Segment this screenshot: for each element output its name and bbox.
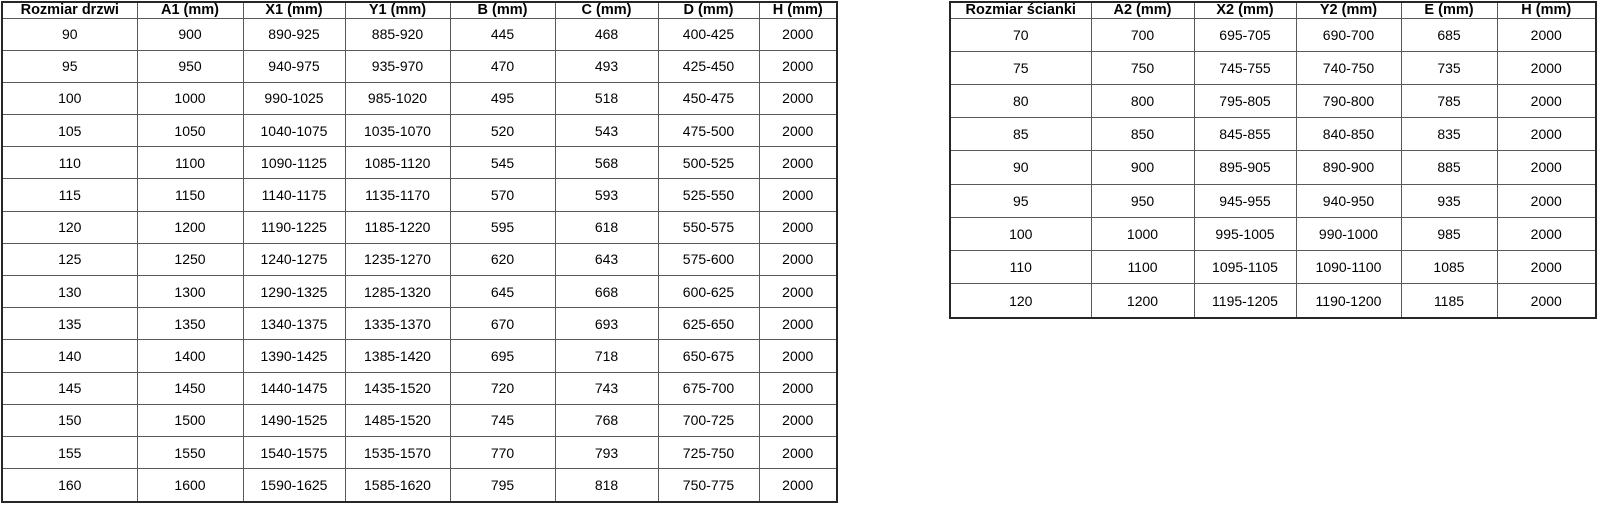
table-cell: 140 (2, 340, 137, 372)
table-cell: 1150 (137, 179, 243, 211)
wall-size-table (949, 1, 1597, 319)
table-cell: 750 (1091, 51, 1194, 84)
table-cell: 95 (950, 184, 1091, 217)
table-row (2, 82, 837, 114)
table-row (950, 18, 1596, 51)
table-cell: 155 (2, 436, 137, 468)
door-size-table (1, 1, 838, 503)
table-cell: 500-525 (658, 147, 759, 179)
table-cell: 2000 (759, 372, 837, 404)
table-cell: 518 (555, 82, 658, 114)
table-cell: 1090-1100 (1296, 250, 1401, 283)
table-cell: 995-1005 (1194, 217, 1296, 250)
table-cell: 145 (2, 372, 137, 404)
table-cell: 120 (2, 211, 137, 243)
table-cell: 695 (450, 340, 555, 372)
table-cell: 130 (2, 276, 137, 308)
table-cell: 693 (555, 308, 658, 340)
column-header: B (mm) (450, 2, 555, 18)
table-cell: 675-700 (658, 372, 759, 404)
table-cell: 1095-1105 (1194, 250, 1296, 283)
table-cell: 770 (450, 436, 555, 468)
table-cell: 1100 (137, 147, 243, 179)
table-cell: 1440-1475 (243, 372, 345, 404)
table-cell: 495 (450, 82, 555, 114)
table-cell: 1435-1520 (345, 372, 450, 404)
table-cell: 1300 (137, 276, 243, 308)
table-cell: 493 (555, 50, 658, 82)
table-cell: 468 (555, 18, 658, 50)
table-cell: 1100 (1091, 250, 1194, 283)
table-cell: 2000 (759, 308, 837, 340)
table-cell: 990-1025 (243, 82, 345, 114)
table-cell: 1335-1370 (345, 308, 450, 340)
table-cell: 1285-1320 (345, 276, 450, 308)
table-cell: 450-475 (658, 82, 759, 114)
table-cell: 840-850 (1296, 118, 1401, 151)
table-cell: 668 (555, 276, 658, 308)
column-header: Rozmiar ścianki (950, 2, 1091, 18)
table-row (2, 469, 837, 502)
table-cell: 740-750 (1296, 51, 1401, 84)
table-cell: 475-500 (658, 115, 759, 147)
table-cell: 935-970 (345, 50, 450, 82)
column-header: A1 (mm) (137, 2, 243, 18)
table-cell: 1240-1275 (243, 243, 345, 275)
table-cell: 2000 (759, 243, 837, 275)
table-cell: 690-700 (1296, 18, 1401, 51)
table-cell: 1540-1575 (243, 436, 345, 468)
table-cell: 795-805 (1194, 84, 1296, 117)
table-cell: 2000 (759, 179, 837, 211)
table-cell: 1600 (137, 469, 243, 502)
table-cell: 570 (450, 179, 555, 211)
table-cell: 768 (555, 404, 658, 436)
table-cell: 900 (1091, 151, 1194, 184)
table-row (2, 308, 837, 340)
column-header: Rozmiar drzwi (2, 2, 137, 18)
table-cell: 135 (2, 308, 137, 340)
table-row (950, 184, 1596, 217)
table-row (2, 340, 837, 372)
table-cell: 695-705 (1194, 18, 1296, 51)
table-row (950, 151, 1596, 184)
header-row (2, 2, 837, 18)
table-cell: 2000 (759, 436, 837, 468)
table-cell: 890-925 (243, 18, 345, 50)
table-cell: 595 (450, 211, 555, 243)
table-cell: 950 (137, 50, 243, 82)
table-cell: 835 (1401, 118, 1497, 151)
table-cell: 105 (2, 115, 137, 147)
table-cell: 725-750 (658, 436, 759, 468)
table-cell: 2000 (759, 18, 837, 50)
table-cell: 120 (950, 284, 1091, 318)
table-cell: 985-1020 (345, 82, 450, 114)
table-cell: 1350 (137, 308, 243, 340)
table-row (2, 243, 837, 275)
table-cell: 425-450 (658, 50, 759, 82)
table-cell: 885-920 (345, 18, 450, 50)
table-row (2, 372, 837, 404)
table-row (2, 115, 837, 147)
table-cell: 990-1000 (1296, 217, 1401, 250)
column-header: D (mm) (658, 2, 759, 18)
table-cell: 2000 (1497, 118, 1596, 151)
table-cell: 700 (1091, 18, 1194, 51)
table-cell: 2000 (1497, 51, 1596, 84)
column-header: C (mm) (555, 2, 658, 18)
table-cell: 90 (950, 151, 1091, 184)
table-cell: 2000 (1497, 18, 1596, 51)
table-cell: 1090-1125 (243, 147, 345, 179)
table-cell: 1050 (137, 115, 243, 147)
table-cell: 2000 (759, 276, 837, 308)
table-cell: 750-775 (658, 469, 759, 502)
table-cell: 2000 (1497, 184, 1596, 217)
table-cell: 1590-1625 (243, 469, 345, 502)
table-cell: 795 (450, 469, 555, 502)
table-row (2, 147, 837, 179)
table-cell: 1290-1325 (243, 276, 345, 308)
table-cell: 720 (450, 372, 555, 404)
table-cell: 1185-1220 (345, 211, 450, 243)
table-cell: 1450 (137, 372, 243, 404)
table-cell: 1135-1170 (345, 179, 450, 211)
table-cell: 643 (555, 243, 658, 275)
table-cell: 543 (555, 115, 658, 147)
column-header: Y2 (mm) (1296, 2, 1401, 18)
table-cell: 785 (1401, 84, 1497, 117)
table-cell: 85 (950, 118, 1091, 151)
table-cell: 110 (950, 250, 1091, 283)
table-cell: 1235-1270 (345, 243, 450, 275)
table-cell: 2000 (1497, 217, 1596, 250)
table-cell: 160 (2, 469, 137, 502)
table-cell: 650-675 (658, 340, 759, 372)
table-cell: 950 (1091, 184, 1194, 217)
column-header: Y1 (mm) (345, 2, 450, 18)
table-cell: 1000 (1091, 217, 1194, 250)
column-header: H (mm) (1497, 2, 1596, 18)
table-cell: 1040-1075 (243, 115, 345, 147)
table-cell: 1550 (137, 436, 243, 468)
table-cell: 1250 (137, 243, 243, 275)
table-cell: 1185 (1401, 284, 1497, 318)
table-row (2, 211, 837, 243)
table-cell: 1000 (137, 82, 243, 114)
column-header: A2 (mm) (1091, 2, 1194, 18)
table-cell: 2000 (759, 50, 837, 82)
table-cell: 80 (950, 84, 1091, 117)
table-cell: 670 (450, 308, 555, 340)
table-cell: 818 (555, 469, 658, 502)
table-cell: 110 (2, 147, 137, 179)
table-cell: 1085 (1401, 250, 1497, 283)
table-cell: 2000 (759, 469, 837, 502)
table-cell: 745-755 (1194, 51, 1296, 84)
column-header: X1 (mm) (243, 2, 345, 18)
table-cell: 718 (555, 340, 658, 372)
table-cell: 1400 (137, 340, 243, 372)
table-row (950, 284, 1596, 318)
table-cell: 1200 (137, 211, 243, 243)
table-cell: 845-855 (1194, 118, 1296, 151)
table-cell: 100 (2, 82, 137, 114)
table-cell: 525-550 (658, 179, 759, 211)
table-cell: 745 (450, 404, 555, 436)
column-header: X2 (mm) (1194, 2, 1296, 18)
table-row (2, 179, 837, 211)
table-cell: 1500 (137, 404, 243, 436)
table-cell: 1035-1070 (345, 115, 450, 147)
table-cell: 800 (1091, 84, 1194, 117)
table-cell: 1085-1120 (345, 147, 450, 179)
table-row (950, 250, 1596, 283)
table-cell: 685 (1401, 18, 1497, 51)
table-cell: 2000 (759, 147, 837, 179)
table-cell: 790-800 (1296, 84, 1401, 117)
table-cell: 1200 (1091, 284, 1194, 318)
table-cell: 95 (2, 50, 137, 82)
table-cell: 1190-1200 (1296, 284, 1401, 318)
table-cell: 793 (555, 436, 658, 468)
table-cell: 1340-1375 (243, 308, 345, 340)
table-cell: 645 (450, 276, 555, 308)
table-row (950, 118, 1596, 151)
table-cell: 890-900 (1296, 151, 1401, 184)
table-cell: 2000 (1497, 151, 1596, 184)
table-row (950, 51, 1596, 84)
table-row (950, 84, 1596, 117)
table-cell: 850 (1091, 118, 1194, 151)
table-cell: 945-955 (1194, 184, 1296, 217)
table-cell: 400-425 (658, 18, 759, 50)
table-cell: 150 (2, 404, 137, 436)
table-row (950, 217, 1596, 250)
table-cell: 940-975 (243, 50, 345, 82)
table-cell: 940-950 (1296, 184, 1401, 217)
table-cell: 985 (1401, 217, 1497, 250)
table-cell: 1585-1620 (345, 469, 450, 502)
table-cell: 1390-1425 (243, 340, 345, 372)
table-cell: 2000 (759, 404, 837, 436)
table-cell: 620 (450, 243, 555, 275)
column-header: E (mm) (1401, 2, 1497, 18)
table-cell: 75 (950, 51, 1091, 84)
table-cell: 2000 (759, 340, 837, 372)
table-cell: 735 (1401, 51, 1497, 84)
table-cell: 895-905 (1194, 151, 1296, 184)
table-cell: 1140-1175 (243, 179, 345, 211)
table-cell: 545 (450, 147, 555, 179)
table-cell: 935 (1401, 184, 1497, 217)
table-row (2, 276, 837, 308)
table-cell: 743 (555, 372, 658, 404)
table-cell: 1385-1420 (345, 340, 450, 372)
table-cell: 1490-1525 (243, 404, 345, 436)
table-cell: 550-575 (658, 211, 759, 243)
table-cell: 700-725 (658, 404, 759, 436)
table-cell: 625-650 (658, 308, 759, 340)
table-row (2, 436, 837, 468)
table-cell: 70 (950, 18, 1091, 51)
table-cell: 1485-1520 (345, 404, 450, 436)
table-cell: 1190-1225 (243, 211, 345, 243)
table-cell: 125 (2, 243, 137, 275)
table-cell: 575-600 (658, 243, 759, 275)
table-cell: 2000 (1497, 250, 1596, 283)
table-cell: 618 (555, 211, 658, 243)
table-row (2, 404, 837, 436)
table-cell: 900 (137, 18, 243, 50)
table-cell: 115 (2, 179, 137, 211)
table-cell: 593 (555, 179, 658, 211)
table-cell: 90 (2, 18, 137, 50)
table-cell: 2000 (1497, 284, 1596, 318)
table-cell: 1195-1205 (1194, 284, 1296, 318)
table-cell: 470 (450, 50, 555, 82)
table-cell: 2000 (1497, 84, 1596, 117)
table-row (2, 50, 837, 82)
table-cell: 885 (1401, 151, 1497, 184)
table-cell: 445 (450, 18, 555, 50)
table-cell: 520 (450, 115, 555, 147)
table-row (2, 18, 837, 50)
table-cell: 600-625 (658, 276, 759, 308)
table-cell: 100 (950, 217, 1091, 250)
table-cell: 1535-1570 (345, 436, 450, 468)
table-cell: 568 (555, 147, 658, 179)
table-cell: 2000 (759, 211, 837, 243)
table-cell: 2000 (759, 82, 837, 114)
column-header: H (mm) (759, 2, 837, 18)
table-cell: 2000 (759, 115, 837, 147)
header-row (950, 2, 1596, 18)
